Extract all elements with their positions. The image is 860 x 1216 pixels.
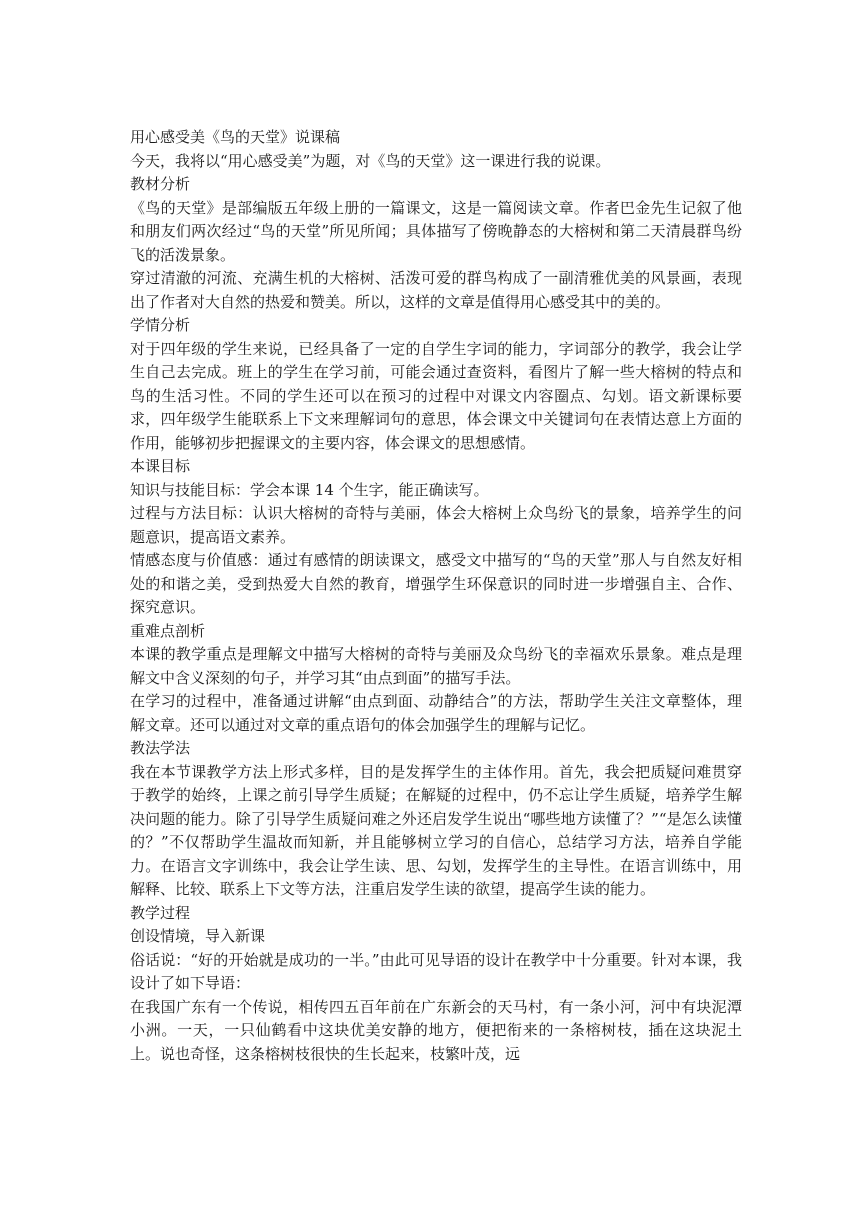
intro-paragraph: 今天，我将以“用心感受美”为题，对《鸟的天堂》这一课进行我的说课。	[130, 151, 611, 170]
paragraph: 穿过清澈的河流、充满生机的大榕树、活泼可爱的群鸟构成了一副清雅优美的风景画，表现出了作者对大自然的热爱和赞美。所以，这样的文章是值得用心感受其中的美的。	[130, 269, 742, 311]
section-heading-student-analysis: 学情分析	[130, 316, 191, 334]
paragraph: 对于四年级的学生来说，已经具备了一定的自学生字词的能力，字词部分的教学，我会让学生自己去完成。班上的学生在学习前，可能会通过查资料，看图片了解一些大榕树的特点和鸟的生活习性。不同的学生还可以在预习的过程中对课文内容圈点、勾划。语文新课标要求，四年级学生能联系上下文来理解词句的意思，体会课文中关键词句在表情达意上方面的作用，能够初步把握课文的主要内容，体会课文的思想感情。	[130, 339, 742, 452]
document-title: 用心感受美《鸟的天堂》说课稿	[130, 128, 341, 146]
paragraph: 知识与技能目标：学会本课 14 个生字，能正确读写。	[130, 480, 489, 499]
paragraph: 俗话说：“好的开始就是成功的一半。”由此可见导语的设计在教学中十分重要。针对本课，我设计了如下导语：	[130, 950, 742, 992]
section-heading-textbook-analysis: 教材分析	[130, 175, 191, 193]
document-page	[130, 126, 742, 1066]
paragraph: 我在本节课教学方法上形式多样，目的是发挥学生的主体作用。首先，我会把质疑问难贯穿于教学的始终，上课之前引导学生质疑；在解疑的过程中，仍不忘让学生质疑，培养学生解决问题的能力。除了引导学生质疑问难之外还启发学生说出“哪些地方读懂了？”“是怎么读懂的？”不仅帮助学生温故而知新，并且能够树立学习的自信心，总结学习方法，培养自学能力。在语言文字训练中，我会让学生读、思、勾划，发挥学生的主导性。在语言训练中，用解释、比较、联系上下文等方法，注重启发学生读的欲望，提高学生读的能力。	[130, 762, 742, 898]
paragraph: 在学习的过程中，准备通过讲解“由点到面、动静结合”的方法，帮助学生关注文章整体，理解文章。还可以通过对文章的重点语句的体会加强学生的理解与记忆。	[130, 692, 742, 734]
paragraph: 本课的教学重点是理解文中描写大榕树的奇特与美丽及众鸟纷飞的幸福欢乐景象。难点是理解文中含义深刻的句子，并学习其“由点到面”的描写手法。	[130, 645, 742, 687]
section-heading-lesson-goals: 本课目标	[130, 457, 191, 475]
section-heading-teaching-process: 教学过程	[130, 903, 191, 922]
paragraph: 在我国广东有一个传说，相传四五百年前在广东新会的天马村，有一条小河，河中有块泥潭小洲。一天，一只仙鹤看中这块优美安静的地方，便把衔来的一条榕树枝，插在这块泥土上。说也奇怪，这条榕树枝很快的生长起来，枝繁叶茂，远	[130, 997, 742, 1063]
paragraph: 过程与方法目标：认识大榕树的奇特与美丽，体会大榕树上众鸟纷飞的景象，培养学生的问题意识，提高语文素养。	[130, 504, 742, 546]
section-heading-teaching-methods: 教法学法	[130, 739, 191, 757]
subheading: 创设情境，导入新课	[130, 927, 266, 945]
paragraph: 《鸟的天堂》是部编版五年级上册的一篇课文，这是一篇阅读文章。作者巴金先生记叙了他和朋友们两次经过“鸟的天堂”所见所闻；具体描写了傍晚静态的大榕树和第二天清晨群鸟纷飞的活泼景象。	[130, 198, 742, 264]
section-heading-key-points: 重难点剖析	[130, 621, 206, 640]
paragraph: 情感态度与价值感：通过有感情的朗读课文，感受文中描写的“鸟的天堂”那人与自然友好相处的和谐之美，受到热爱大自然的教育，增强学生环保意识的同时进一步增强自主、合作、探究意识。	[130, 551, 742, 616]
